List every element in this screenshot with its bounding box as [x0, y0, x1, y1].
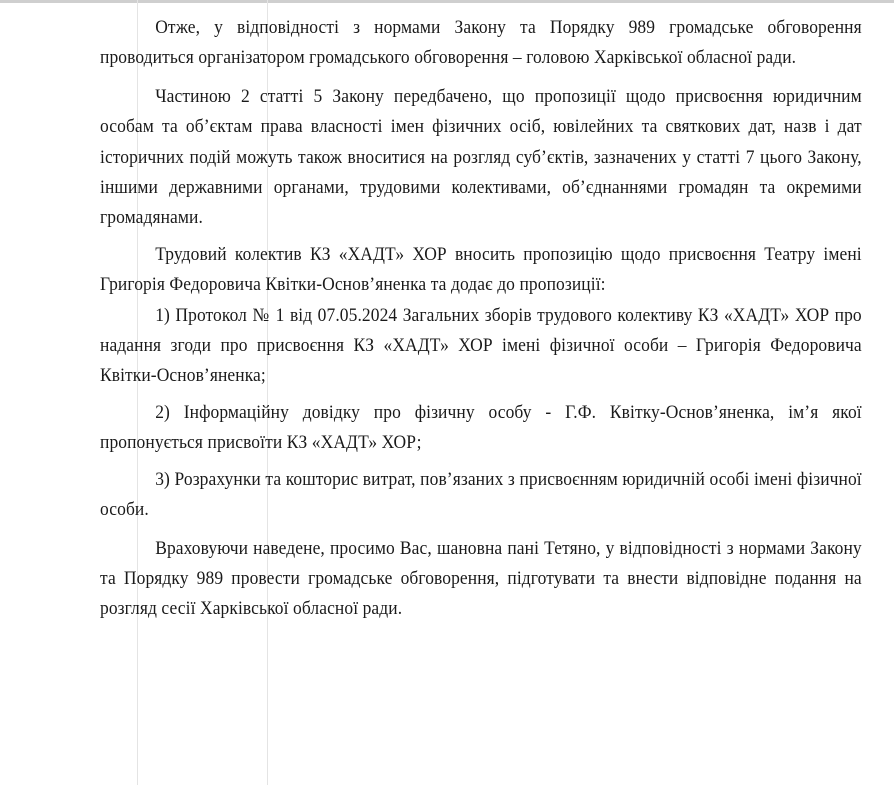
attachment-item-protocol: 1) Протокол № 1 від 07.05.2024 Загальних зборів трудового колективу КЗ «ХАДТ» ХОР про надання згоди про присвоєння КЗ «ХАДТ» ХОР імені фізичної особи – Григорія Федоровича Квітки-Основ’яненка; — [100, 304, 862, 387]
paragraph-proposal: Трудовий колектив КЗ «ХАДТ» ХОР вносить пропозицію щодо присвоєння Театру імені Григорія Федоровича Квітки-Основ’яненка та додає до пропозиції: — [100, 243, 862, 296]
document-page — [100, 13, 862, 625]
paragraph-law-article-5: Частиною 2 статті 5 Закону передбачено, що пропозиції щодо присвоєння юридичним особам та об’єктам права власності імен фізичних осіб, ювілейних та святкових дат, назв і дат історичних подій можуть також вноситися на розгляд суб’єктів, зазначених у статті 7 цього Закону, іншими державними органами, трудовими колективами, об’єднаннями громадян та окремими громадянами. — [100, 85, 862, 229]
attachment-item-cost-estimate: 3) Розрахунки та кошторис витрат, пов’язаних з присвоєнням юридичній особі імені фізичної особи. — [100, 468, 862, 521]
paragraph-closing-request: Враховуючи наведене, просимо Вас, шановна пані Тетяно, у відповідності з нормами Закону та Порядку 989 провести громадське обговорення, підготувати та внести відповідне подання на розгляд сесії Харківської обласної ради. — [100, 537, 862, 620]
scan-top-edge — [0, 0, 894, 3]
paragraph-organizer: Отже, у відповідності з нормами Закону та Порядку 989 громадське обговорення проводиться організатором громадського обговорення – головою Харківської обласної ради. — [100, 17, 862, 69]
attachment-item-info-reference: 2) Інформаційну довідку про фізичну особу - Г.Ф. Квітку-Основ’яненка, ім’я якої пропонується присвоїти КЗ «ХАДТ» ХОР; — [100, 401, 862, 454]
attachments-list — [100, 301, 862, 526]
